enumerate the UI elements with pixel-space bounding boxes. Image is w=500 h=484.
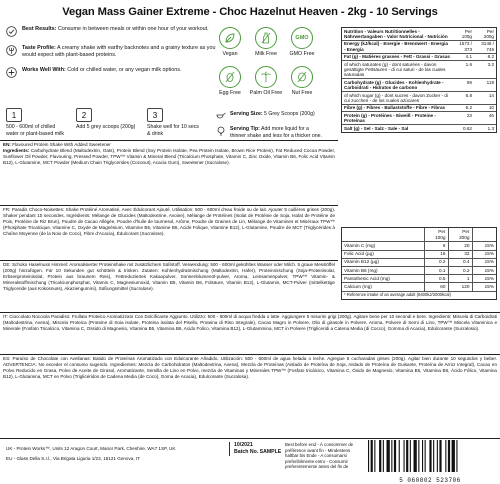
step-3 xyxy=(147,108,203,137)
gmo-icon: GMO xyxy=(295,35,309,41)
barcode-bar xyxy=(404,440,405,472)
palm-tree-icon xyxy=(260,71,272,83)
barcode-bar xyxy=(429,440,431,472)
barcode-bar xyxy=(433,440,434,472)
vitamin-note: * Reference intake of an average adult (8400kJ/2000kcal) xyxy=(342,291,496,299)
vitamin-row: Vitamin C (mg) 6 20 15% xyxy=(342,242,496,250)
barcode-bar xyxy=(387,440,390,472)
serving-tip-row: Serving Tip: Add more liquid for a thinner shake and less for a thicker one. xyxy=(216,126,328,139)
vitamin-row: Vitamin B6 (mg) 0.1 0.2 15% xyxy=(342,267,496,275)
barcode-bar xyxy=(448,440,450,472)
milk-bottle-icon xyxy=(260,32,272,44)
taste-icon xyxy=(6,45,17,56)
badge-nut-free: Nut Free xyxy=(284,66,320,96)
taste-text: A creamy shake with earthy backnotes and a grainy texture as you would expect with plant-based proteins. xyxy=(22,45,216,58)
nutrition-row-fat: Fat (g) - Matières grasses - Fett - Grassi - Grasas 4.1 8.2 xyxy=(344,54,494,60)
vitamins-table: Per 100g Per 200g Vitamin C (mg) 6 20 15% Folic Acid (µg) 16 32 15% Vitamin B12 (µg) 0.2 0.4 15% Vitamin B6 (mg) 0.1 0.2 15% Pantothenic Acid (mg) 0.5 1 15% Calcium (mg) 60 120 15% * Reference intake of an average adult (8400kJ/2000kcal) xyxy=(341,227,497,300)
serving-size-row: Serving Size: 5 Grey Scoops (200g) xyxy=(216,111,328,121)
barcode-bar xyxy=(399,440,400,472)
step-1-number-icon: 1 xyxy=(6,108,22,122)
vitamin-row: Vitamin B12 (µg) 0.2 0.4 15% xyxy=(342,258,496,266)
taste-label: Taste Profile: xyxy=(22,45,56,51)
barcode-bar xyxy=(445,440,446,472)
badge-gmo-free: GMO GMO Free xyxy=(284,27,320,57)
barcode-bar xyxy=(437,440,438,472)
barcode-bar xyxy=(418,440,419,472)
text-fr: FR: Paradis Choco-Noisettes: Shake Protéiné Aromatisé, Avec Édulcorant Ajouté. Utilisation: 500 - 600ml d'eau froide ou de lait. Ajouter 5 cuillères grises (200g). Shaker pendant 10 secondes. Ingrédients: Mélange de Glucides (Maltodextrine, Avoine), Mélange de Protéines (Isolat de Protéine de Soja, Isolat de Protéine de Pois, Protéine de Riz Brun), Poudre de Cacao Allégée, Poudre d'huile de tournesol, Arôme, Poudre de Graines de Lin, Mélange de Vitamines et Minéraux TPW™ (Phosphate Tricalcique, Vitamine C, Oxyde de Magnésium, Vitamine B5, Vitamine B6, Acide Folique, Vitamine B12), L-Glutamine, Poudre de MCT (Triglycérides à Chaîne Moyenne (de la Noix de Coco), Fibre d'Acacia), Édulcorant (Sucralose). xyxy=(0,205,338,257)
works-text: Cold or chilled water, or any vegan milk options. xyxy=(65,67,182,73)
barcode-bar xyxy=(425,440,426,472)
nutrition-row-sugar: of which sugar (g) - dont sucres - davon Zucker - di cui zuccheri - de los cuales azúcares 6.8 14 xyxy=(344,92,494,103)
barcode-bar xyxy=(383,440,384,472)
product-title: Vegan Mass Gainer Extreme - Choc Hazelnut Heaven - 2kg - 10 Servings xyxy=(62,6,438,18)
barcode xyxy=(364,440,496,484)
nutrition-table: Nutrition - Valeurs Nutritionnelles - Nährwertangaben - Valor Nutricional - Nutrición Per 100g Per 200g Energy (kJ/kcal) - Energie - Brennwert - Energia - Energía 1573 / 373 3146 / 746 Fat (g) - Matières grasses - Fett - Grassi - Grasas 4.1 8.2 of which saturates (g) - dont saturées - davon gesättigte Fettsäuren - di cui saturi - de las cuales saturadas 1.6 3.2 Carbohydrate (g) - Glucides - Kohlenhydrate - Carboidrati - Hidratos de carbono 59 119 of which sugar (g) - dont sucres - davon Zucker - di cui zuccheri - de los cuales azúcares 6.8 14 Fibre (g) - Fibres - Ballaststoffe - Fibre - Fibras 5.2 10 Protein (g) - Protéines - Eiweiß - Proteine - Proteínas 23 46 Salt (g) - Sel - Salz - Sale - Sal 0.62 1.3 xyxy=(341,27,497,133)
step-3-text: Shake well for 10 secs & drink xyxy=(147,124,199,137)
step-1-text: 500 - 600ml of chilled water or plant-based milk xyxy=(6,124,64,137)
batch-block xyxy=(229,442,281,456)
nut-icon xyxy=(296,71,308,83)
barcode-bar xyxy=(414,440,417,472)
barcode-bar xyxy=(379,440,381,472)
badge-vegan: Vegan xyxy=(212,27,248,57)
lightbulb-icon xyxy=(216,126,226,136)
barcode-number: 5 060802 523706 xyxy=(399,477,461,484)
nutrition-row-saturates: of which saturates (g) - dont saturées - davon gesättigte Fettsäuren - di cui saturi - de las cuales saturadas 1.6 3.2 xyxy=(344,61,494,78)
nutrition-row-fibre: Fibre (g) - Fibres - Ballaststoffe - Fibre - Fibras 5.2 10 xyxy=(344,105,494,111)
barcode-bar xyxy=(394,440,396,472)
barcode-bar xyxy=(439,440,441,472)
step-3-number-icon: 3 xyxy=(147,108,163,122)
best-results-label: Best Results: xyxy=(22,26,57,32)
step-2 xyxy=(76,108,136,131)
vitamin-row: Calcium (mg) 60 120 15% xyxy=(342,283,496,291)
check-icon xyxy=(6,26,17,37)
barcode-bar xyxy=(368,440,369,472)
barcode-bar xyxy=(406,440,408,472)
address-block: UK - Protein Works™, Units 12 Aragon Court, Manor Park, Cheshire, WA7 1SP, UK EU - Glass Della S.r.l., Via Brigata Liguria 1/23, 16121 Genova, IT xyxy=(6,446,176,461)
step-2-text: Add 5 grey scoops (200g) xyxy=(76,124,136,130)
barcode-bar xyxy=(452,440,455,472)
barcode-icon xyxy=(364,440,496,472)
nutrition-row-carbohydrate: Carbohydrate (g) - Glucides - Kohlenhydrate - Carboidrati - Hidratos de carbono 59 119 xyxy=(344,79,494,91)
nutrition-row-protein: Protein (g) - Protéines - Eiweiß - Proteine - Proteínas 23 46 xyxy=(344,112,494,124)
text-en: EN: Flavoured Protein Shake With Added Sweetener Ingredients: Carbohydrate Blend (Maltodextrin, Oats), Protein Blend (Soy Protein Isolate, Pea Protein Isolate, Brown Rice Protein), Fat Reduced Cocoa Powder, Sunflower Oil Powder, Flavouring, Pressed Powder, TPW™ Vitamin & Mineral Blend (Tricalcium Phosphate, Vitamin C, Zinc Oxide, Vitamin B6, Folic Acid Vitamin B12), L-Glutamine, MCT Powder (Medium Chain Triglycerides (Coconut), Acacia Gum), Sweetener (Sucralose). xyxy=(0,140,338,203)
barcode-bar xyxy=(371,440,373,472)
egg-icon xyxy=(224,71,236,83)
best-before-date: 10/2021 xyxy=(234,442,253,448)
nutrition-row-salt: Salt (g) - Sel - Salz - Sale - Sal 0.62 1.3 xyxy=(344,125,494,131)
barcode-bar xyxy=(410,440,411,472)
nutrition-row-energy: Energy (kJ/kcal) - Energie - Brennwert - Energia - Energía 1573 / 373 3146 / 746 xyxy=(344,41,494,52)
batch-number: Batch No. SAMPLE xyxy=(234,449,282,455)
badge-egg-free: Egg Free xyxy=(212,66,248,96)
vitamin-row: Folic Acid (µg) 16 32 15% xyxy=(342,250,496,258)
text-it: IT: Cioccolato Nocciola Paradiso: Frullato Proteico Aromatizzato Con Dolcificante Aggiunto. Utilizzo: 500 - 600ml di acqua fredda o latte. Aggiungere 5 misurini grigi (200g). Agitare bene per 10 secondi e bere. Ingredienti: Miscela di Carboidrati (Maltodestrina, Avena), Miscela Proteica (Proteine di Soia isolate, Proteina isolata del Pisello, Proteina di Riso Integrale), Cacao Magro in Polvere, Olio di girasole in Polvere, Aroma, Polvere di Semi di Lino, TPW™ Miscela Vitaminica e Minerale (Fosfato Tricalcico, Vitamina C, Ossido di Magnesio, Vitamina B5, Vitamina B6, Acido Folico, Vitamina B12), L-Glutammina, MCT in Polvere (Trigliceridi a Catena Media (di Cocco), Gomma di Acacia), Edulcorante (Sucralosio). xyxy=(0,312,500,353)
text-de: DE: Schoko Haselnuss Himmel: Aromatisierter Proteinshake mit zusätzlichem Süßstoff. Verwendung: 500 - 600ml gekühltes Wasser oder Milch. 5 graue Messlöffel (200g) hinzufügen. Für 10 Sekunden gut schütteln & trinken. Zutaten: Kohlenhydratmischung (Maltodextrin, Hafer), Proteinmischung (Soja-Proteinisolat, Erbsenproteinisolat, Protein aus braunem Reis), Fettreduziertes Kakaopulver, Sonnenblumenöl-pulver, Aroma, Leinsamenpulver, TPW™ Vitamin- & Mineralstoffmischung (Tricalciumphosphat, Vitamin C, Magnesiumoxid, Vitamin B5, Vitamin B6, Folsäure, Vitamin B12), L-Glutamin, MCT-Pulver (mittelkettige Triglyceride (aus Kokosnuss), Akaziengummi), Süßungsmittel (Sucralose). xyxy=(0,260,338,311)
text-es: ES: Paraíso de Chocolate con Avellanas: Batido de Proteínas Aromatizado con Edulcorante Añadido. Utilización: 500 - 600ml de agua helada o leche. Agregue 5 cucharadas grises (200g). Agitar bien durante 10 segundos y beber. ADVERTENCIA: No exceder el consumo sugerido. Ingredientes: Mezcla de Carbohidratos (Maltodextrina, Avena), Mezcla de Proteínas (Aislado de Proteína de Soja, Aislado de Proteína de Guisante, Proteína de Arroz Integral), Cacao en Polvo Reducido en Grasa, Polvo de Aceite de Girasol, Aromatizante, Semilla de Lino en Polvo, mezcla de Vitaminas y Minerales TPW™ (Fosfato tricálcico, Vitamina C, Óxido de Magnesio, Vitamina B5, Vitamina B6, Ácido Fólico, Vitamina B12), L-Glutamina, MCT en Polvo (Triglicéridos de Cadena Media (de Coco), Goma de Acacia), Edulcorante (Sucralosa). xyxy=(0,354,500,438)
best-before-text: Best before end - À consommer de préférence avant fin - Mindestens haltbar bis Ende - A consumarsi preferibilmente entro - Consumir preferentemente antes del fin de xyxy=(285,442,354,470)
badge-milk-free: Milk Free xyxy=(248,27,284,57)
scoop-icon xyxy=(216,111,226,121)
barcode-bar xyxy=(391,440,392,472)
badge-palm-oil-free: Palm Oil Free xyxy=(248,66,284,96)
nutrition-header: Nutrition - Valeurs Nutritionnelles - Nährwertangaben - Valor Nutricional - Nutrición xyxy=(344,28,448,39)
vitamin-row: Pantothenic Acid (mg) 0.5 1 15% xyxy=(342,275,496,283)
best-results-text: Consume in between meals or within one hour of your workout. xyxy=(56,26,209,32)
step-1 xyxy=(6,108,68,137)
barcode-bar xyxy=(422,440,423,472)
works-label: Works Well With: xyxy=(22,67,66,73)
barcode-bar xyxy=(374,440,375,472)
plus-icon xyxy=(6,67,17,78)
step-2-number-icon: 2 xyxy=(76,108,92,122)
leaf-icon xyxy=(224,32,236,44)
barcode-bar xyxy=(456,440,457,472)
